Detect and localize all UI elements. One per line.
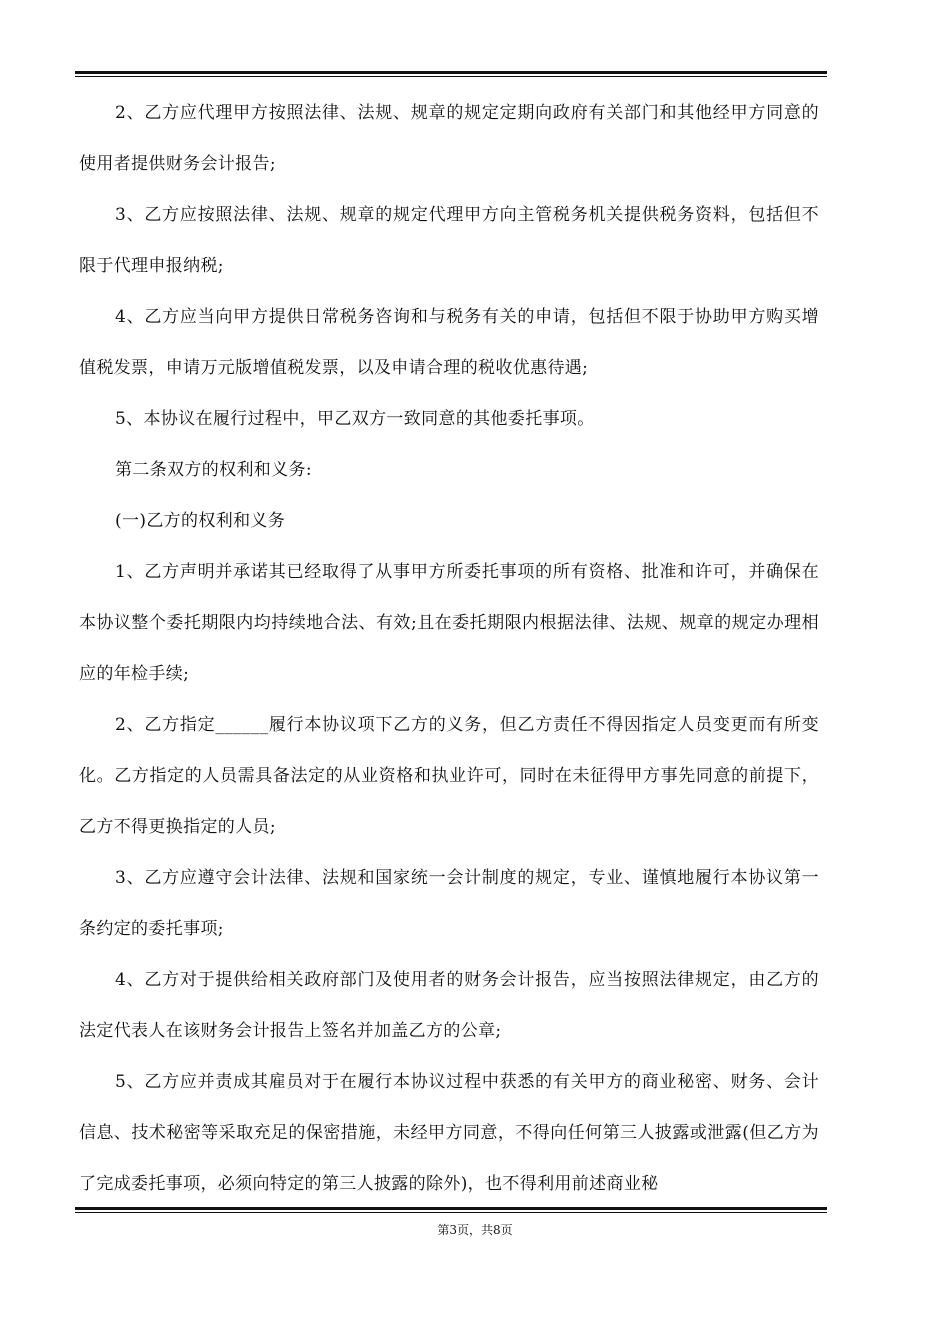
paragraph: 3、乙方应按照法律、法规、规章的规定代理甲方向主管税务机关提供税务资料，包括但不限于代理申报纳税; — [79, 205, 819, 276]
page-number: 第3页，共8页 — [437, 1223, 513, 1237]
paragraph: 2、乙方指定______履行本协议项下乙方的义务，但乙方责任不得因指定人员变更而有所变化。乙方指定的人员需具备法定的从业资格和执业许可，同时在未征得甲方事先同意的前提下，乙方不得更换指定的人员; — [79, 715, 819, 837]
section-heading: 第二条双方的权利和义务: — [115, 460, 312, 480]
paragraph: 1、乙方声明并承诺其已经取得了从事甲方所委托事项的所有资格、批准和许可，并确保在本协议整个委托期限内均持续地合法、有效;且在委托期限内根据法律、法规、规章的规定办理相应的年检手续; — [79, 562, 819, 684]
subsection-heading: (一)乙方的权利和义务 — [115, 511, 286, 531]
header-rule-thin — [75, 76, 827, 77]
paragraph: 4、乙方对于提供给相关政府部门及使用者的财务会计报告，应当按照法律规定，由乙方的法定代表人在该财务会计报告上签名并加盖乙方的公章; — [79, 970, 819, 1041]
header-rule — [75, 71, 827, 77]
paragraph: 5、乙方应并责成其雇员对于在履行本协议过程中获悉的有关甲方的商业秘密、财务、会计信息、技术秘密等采取充足的保密措施，未经甲方同意，不得向任何第三人披露或泄露(但乙方为了完成委托事项，必须向特定的第三人披露的除外)，也不得利用前述商业秘 — [79, 1072, 819, 1194]
document-body — [79, 88, 819, 1210]
paragraph: 2、乙方应代理甲方按照法律、法规、规章的规定定期向政府有关部门和其他经甲方同意的使用者提供财务会计报告; — [79, 103, 819, 174]
footer-rule-thick — [75, 1207, 827, 1210]
footer-rule-thin — [75, 1212, 827, 1213]
paragraph: 4、乙方应当向甲方提供日常税务咨询和与税务有关的申请，包括但不限于协助甲方购买增值税发票，申请万元版增值税发票，以及申请合理的税收优惠待遇; — [79, 307, 819, 378]
footer-rule — [75, 1207, 827, 1213]
paragraph: 3、乙方应遵守会计法律、法规和国家统一会计制度的规定，专业、谨慎地履行本协议第一条约定的委托事项; — [79, 868, 819, 939]
header-rule-thick — [75, 71, 827, 74]
paragraph: 5、本协议在履行过程中，甲乙双方一致同意的其他委托事项。 — [115, 409, 595, 429]
